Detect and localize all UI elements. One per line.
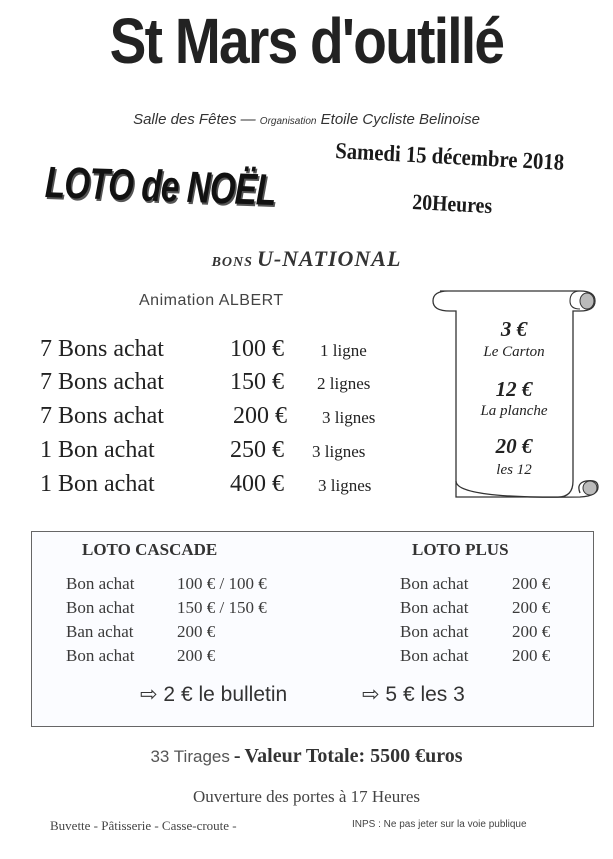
plus-value: 200 € [512, 574, 551, 593]
prize-amount: 250 € [230, 437, 284, 463]
event-date: Samedi 15 décembre 2018 [334, 138, 565, 175]
price-planche: 12 € [495, 377, 533, 401]
cascade-value: 100 € / 100 € [177, 574, 267, 593]
poster-title: St Mars d'outillé [109, 5, 504, 77]
doors-opening: Ouverture des portes à 17 Heures [192, 787, 421, 806]
prize-lines: 3 lignes [318, 476, 372, 495]
prize-qty: 7 Bons achat [40, 369, 164, 395]
event-time: 20Heures [411, 189, 493, 219]
cascade-value: 200 € [177, 622, 216, 641]
price-carton: 3 € [500, 317, 528, 341]
subtitle [0, 111, 613, 128]
prize-amount: 100 € [230, 336, 284, 362]
prize-lines: 1 ligne [320, 341, 367, 360]
plus-label: Bon achat [400, 646, 469, 665]
cascade-value: 150 € / 150 € [177, 598, 267, 617]
cascade-label: Bon achat [66, 574, 135, 593]
tirages-count: 33 Tirages [150, 747, 230, 766]
animation-label: Animation ALBERT [139, 292, 284, 309]
plus-label: Bon achat [400, 598, 469, 617]
plus-value: 200 € [512, 622, 551, 641]
prize-lines: 2 lignes [317, 374, 371, 393]
bons-prefix: BONS [211, 255, 253, 270]
organisation: Etoile Cycliste Belinoise [320, 111, 480, 128]
totals-dash: - [233, 745, 241, 767]
footer-legal: INPS : Ne pas jeter sur la voie publique [352, 819, 527, 830]
cascade-title: LOTO CASCADE [82, 540, 218, 559]
prize-qty: 7 Bons achat [40, 336, 164, 362]
prize-amount: 150 € [230, 369, 284, 395]
footer-services: Buvette - Pâtisserie - Casse-croute - [50, 818, 237, 833]
price-carton-label: Le Carton [483, 344, 545, 360]
cascade-label: Bon achat [66, 646, 135, 665]
plus-title: LOTO PLUS [412, 540, 509, 559]
totals-line [0, 745, 613, 768]
event-name: LOTO de NOËL [44, 158, 277, 216]
cascade-value: 200 € [177, 646, 216, 665]
cascade-label: Ban achat [66, 622, 134, 641]
bons-heading [0, 246, 613, 272]
prize-qty: 1 Bon achat [40, 437, 155, 463]
plus-label: Bon achat [400, 622, 469, 641]
prize-lines: 3 lignes [312, 442, 366, 461]
plus-value: 200 € [512, 646, 551, 665]
plus-value: 200 € [512, 598, 551, 617]
total-value: Valeur Totale: 5500 €uros [244, 745, 463, 767]
bons-brand: U-NATIONAL [256, 246, 402, 271]
price-douze-label: les 12 [496, 462, 532, 478]
cascade-label: Bon achat [66, 598, 135, 617]
prize-amount: 400 € [230, 471, 284, 497]
prize-qty: 1 Bon achat [40, 471, 155, 497]
organisation-label: Organisation [259, 116, 317, 127]
price-planche-label: La planche [480, 403, 548, 419]
prize-qty: 7 Bons achat [40, 403, 164, 429]
prize-lines: 3 lignes [322, 408, 376, 427]
subtitle-dash: — [240, 111, 256, 128]
cascade-bulletin-price: ⇨ 2 € le bulletin [140, 683, 288, 706]
price-douze: 20 € [495, 434, 533, 458]
prize-amount: 200 € [233, 403, 287, 429]
plus-label: Bon achat [400, 574, 469, 593]
venue: Salle des Fêtes [133, 111, 237, 128]
plus-bulletin-price: ⇨ 5 € les 3 [362, 683, 465, 706]
